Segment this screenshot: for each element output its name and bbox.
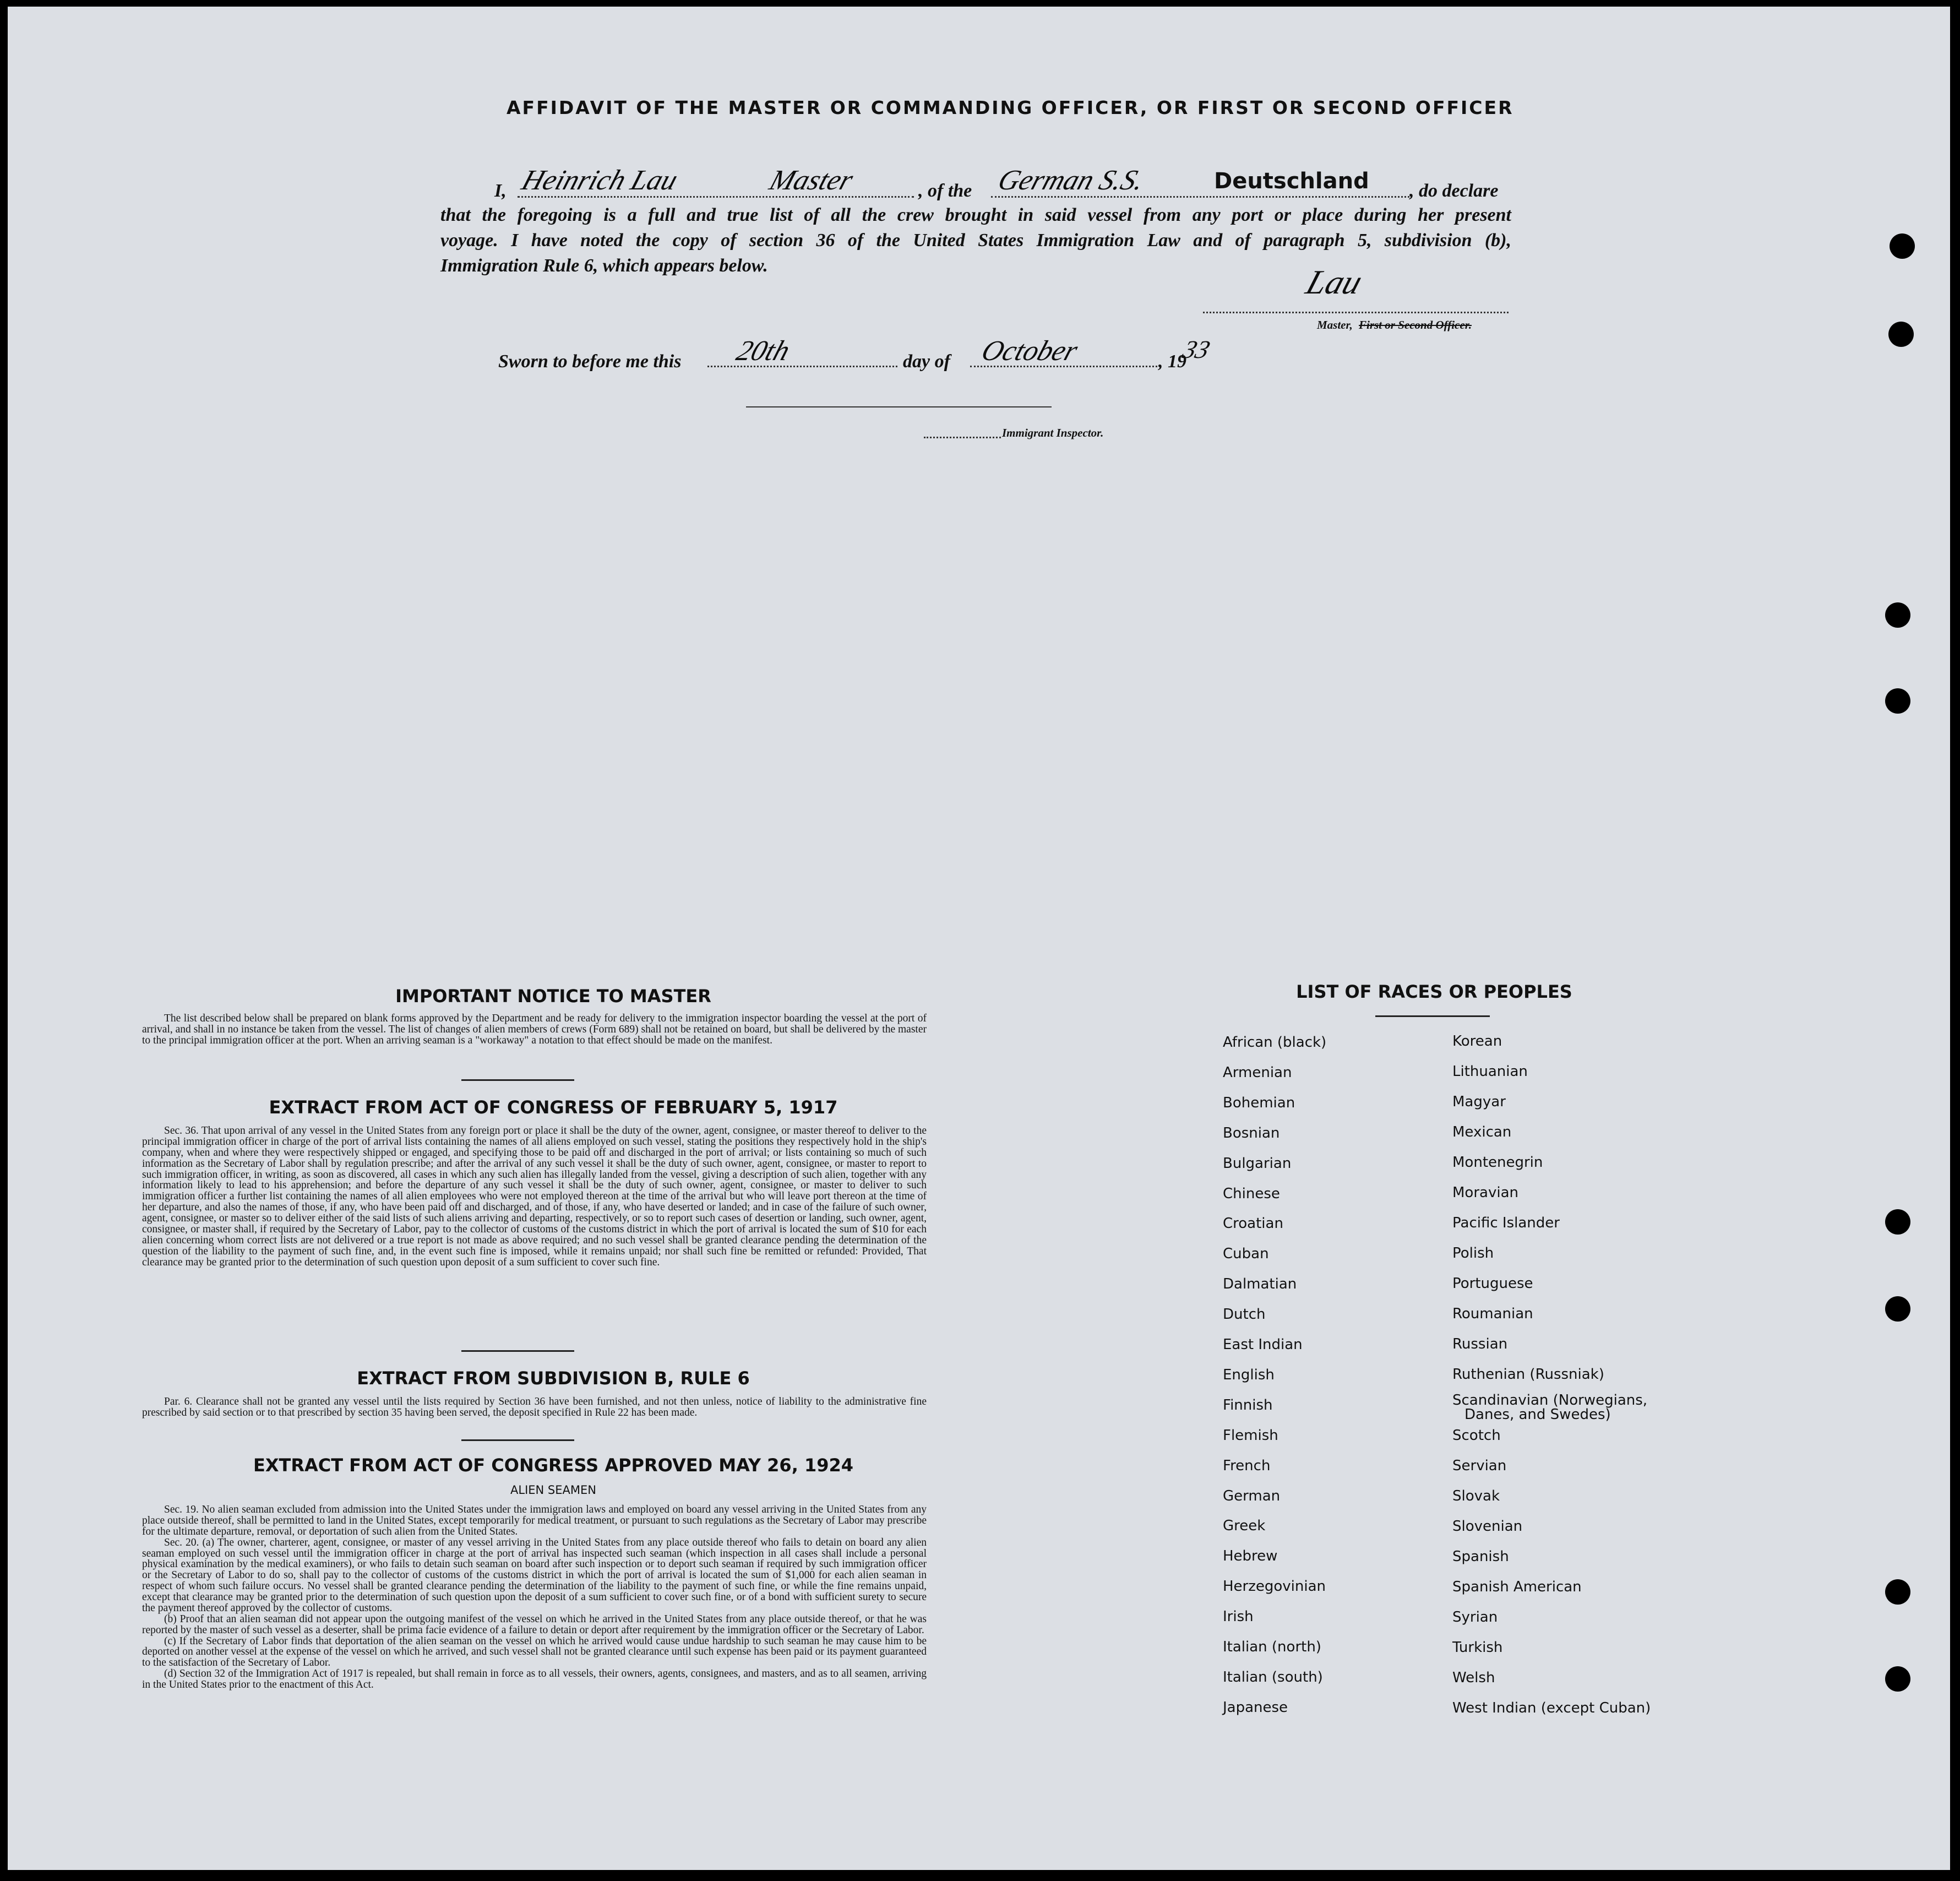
race-item: Danes, and Swedes) <box>1464 1406 1611 1423</box>
signature-label-master: Master, <box>1317 318 1353 331</box>
affidavit-line-2: that the foregoing is a full and true list of all the crew brought in said vessel from any port or place during her present <box>440 205 1511 225</box>
binder-hole <box>1885 688 1910 714</box>
master-rank: Master <box>765 165 857 196</box>
race-item: Dutch <box>1223 1306 1266 1323</box>
notice-title: IMPORTANT NOTICE TO MASTER <box>395 986 711 1007</box>
race-item: Portuguese <box>1452 1275 1533 1292</box>
binder-hole <box>1885 1666 1910 1692</box>
race-item: Croatian <box>1223 1215 1283 1232</box>
race-item: Lithuanian <box>1452 1063 1528 1080</box>
extract-1917-divider <box>461 1350 574 1352</box>
races-title: LIST OF RACES OR PEOPLES <box>1296 981 1572 1002</box>
race-item: French <box>1223 1457 1271 1474</box>
sec-20b-paragraph: (b) Proof that an alien seaman did not appear upon the outgoing manifest of the vessel on which he arrived in the United States from any place outside thereof, or that he was reported by the master of such vessel as a deserter, shall be prima facie evidence of a failure to detain or deport after requirement by the immigration officer or the Secretary of Labor. <box>142 1613 927 1636</box>
extract-1924-text <box>142 1504 927 1690</box>
sec-19-paragraph: Sec. 19. No alien seaman excluded from admission into the United States under the immigration laws and employed on board any vessel arriving in the United States from any place outside thereof, shall be permitted to land in the United States, except temporarily for medical treatment, or pursuant to such regulations as the Secretary of Labor may prescribe for the ultimate departure, removal, or deportation of such alien from the United States. <box>142 1504 927 1537</box>
affidavit-line-3: voyage. I have noted the copy of section 36 of the United States Immigration Law and of paragraph 5, subdivision (b), <box>440 230 1511 251</box>
race-item: Scotch <box>1452 1427 1501 1444</box>
race-item: West Indian (except Cuban) <box>1452 1700 1651 1716</box>
race-item: Scandinavian (Norwegians, <box>1452 1392 1648 1409</box>
inspector-label: Immigrant Inspector. <box>1002 426 1104 439</box>
race-item: Irish <box>1223 1608 1254 1626</box>
inspector-dotted-line <box>924 437 1001 438</box>
affidavit-i: I, <box>494 181 507 201</box>
race-item: Japanese <box>1223 1699 1288 1716</box>
ship-name-stamp: Deutschland <box>1214 168 1369 194</box>
binder-hole <box>1890 233 1915 259</box>
race-item: Spanish American <box>1452 1579 1582 1595</box>
race-item: Polish <box>1452 1245 1494 1262</box>
sec-20d-paragraph: (d) Section 32 of the Immigration Act of 1917 is repealed, but shall remain in force as to all vessels, their owners, agents, consignees, and masters, and as to all seamen, arriving in the United States prior to the enactment of this Act. <box>142 1668 927 1690</box>
signature-line <box>1203 312 1509 313</box>
extract-1917-title: EXTRACT FROM ACT OF CONGRESS OF FEBRUARY 5, 1917 <box>269 1097 838 1118</box>
race-item: Bohemian <box>1223 1094 1295 1111</box>
race-item: Cuban <box>1223 1246 1269 1263</box>
race-item: Moravian <box>1452 1184 1518 1201</box>
race-item: Flemish <box>1223 1427 1278 1444</box>
race-item: Bulgarian <box>1223 1155 1292 1172</box>
subdivision-b-text <box>142 1396 927 1418</box>
race-item: Syrian <box>1452 1609 1498 1626</box>
vessel-type: German S.S. <box>994 165 1148 196</box>
extract-1924-title: EXTRACT FROM ACT OF CONGRESS APPROVED MAY 26, 1924 <box>253 1455 854 1476</box>
sworn-label: Sworn to before me this <box>498 351 682 372</box>
sworn-day: 20th <box>732 335 794 367</box>
master-name: Heinrich Lau <box>518 165 682 196</box>
subdivision-b-title: EXTRACT FROM SUBDIVISION B, RULE 6 <box>357 1368 750 1389</box>
notice-text <box>142 1013 927 1046</box>
affidavit-line-4: Immigration Rule 6, which appears below. <box>440 255 768 276</box>
binder-hole <box>1888 322 1914 347</box>
alien-seamen-subtitle: ALIEN SEAMEN <box>510 1483 596 1497</box>
binder-hole <box>1885 1209 1910 1235</box>
race-item: Russian <box>1452 1336 1508 1352</box>
race-item: Pacific Islander <box>1452 1215 1560 1231</box>
race-item: Turkish <box>1452 1639 1503 1656</box>
officer-signature: Lau <box>1302 264 1367 301</box>
race-item: Mexican <box>1452 1124 1512 1140</box>
sworn-year: 33 <box>1179 335 1214 363</box>
race-item: Slovenian <box>1452 1518 1523 1535</box>
race-item: Hebrew <box>1223 1548 1278 1565</box>
affidavit-title: AFFIDAVIT OF THE MASTER OR COMMANDING OFFICER, OR FIRST OR SECOND OFFICER <box>507 97 1514 118</box>
extract-1917-paragraph: Sec. 36. That upon arrival of any vessel in the United States from any foreign port or place it shall be the duty of the owner, agent, consignee, or master thereof to deliver to the principal immigration officer in charge of the port of arrival lists containing the names of all aliens employed on such vessel, stating the positions they respectively hold in the ship's company, when and where they were respectively shipped or engaged, and specifying those to be paid off and discharged in the port of arrival; or lists containing so much of such information as the Secretary of Labor shall by regulation prescribe; and after the arrival of any such vessel it shall be the duty of such owner, agent, consignee, or master to report to such immigration officer, in writing, as soon as discovered, all cases in which any such alien has illegally landed from the vessel, giving a description of such alien, together with any information likely to lead to his apprehension; and before the departure of any such vessel it shall be the duty of such owner, agent, consignee, or master to deliver to such immigration officer a further list containing the names of all alien employees who were not employed thereon at the time of the arrival but who will leave port thereon at the time of her departure, and also the names of those, if any, who have been paid off and discharged, and of those, if any, who have deserted or landed; and in case of the failure of such owner, agent, consignee, or master so to deliver either of the said lists of such aliens arriving and departing, respectively, or so to report such cases of desertion or landing, such owner, agent, consignee, or master shall, if required by the Secretary of Labor, pay to the collector of customs of the customs district in which the port of arrival is located the sum of $10 for each alien concerning whom correct lists are not delivered or a true report is not made as above required; and no such vessel shall be granted clearance pending the determination of the question of the liability to the payment of such fine, and, in the event such fine is imposed, while it remains unpaid; nor shall such fine be remitted or refunded: Provided, That clearance may be granted prior to the determination of such question upon deposit of a sum sufficient to cover such fine. <box>142 1125 927 1268</box>
race-item: Servian <box>1452 1458 1507 1474</box>
notice-paragraph: The list described below shall be prepared on blank forms approved by the Department and be ready for delivery to the immigration inspector boarding the vessel at the port of arrival, and shall in no instance be taken from the vessel. The list of changes of alien members of crews (Form 689) shall not be retained on board, but shall be delivered by the master to the principal immigration officer at the port. When an arriving seaman is a "workaway" a notation to that effect should be made on the manifest. <box>142 1013 927 1046</box>
races-divider <box>1375 1015 1490 1017</box>
binder-hole <box>1885 1296 1910 1322</box>
race-item: Welsh <box>1452 1670 1495 1686</box>
sworn-month: October <box>977 335 1082 367</box>
race-item: Armenian <box>1223 1064 1292 1081</box>
race-item: Italian (south) <box>1223 1668 1323 1686</box>
race-item: Spanish <box>1452 1548 1509 1565</box>
race-item: Greek <box>1223 1518 1266 1535</box>
race-item: Korean <box>1452 1033 1502 1050</box>
race-item: Slovak <box>1452 1488 1500 1504</box>
race-item: Herzegovinian <box>1223 1578 1326 1595</box>
race-item: English <box>1223 1366 1275 1383</box>
race-item: German <box>1223 1487 1281 1504</box>
subdivision-b-paragraph: Par. 6. Clearance shall not be granted any vessel until the lists required by Section 36 have been furnished, and not then unless, notice of liability to the administrative fine prescribed by said section or to that prescribed by section 35 having been served, the deposit specified in Rule 22 has been made. <box>142 1396 927 1418</box>
subdivision-b-divider <box>461 1439 574 1441</box>
binder-hole <box>1885 1579 1910 1605</box>
race-item: East Indian <box>1223 1336 1303 1353</box>
sec-20a-paragraph: Sec. 20. (a) The owner, charterer, agent, consignee, or master of any vessel arriving in the United States from any place outside thereof who fails to detain on board any alien seaman employed on such vessel until the immigration officer in charge at the port of arrival has inspected such seaman (which inspection in all cases shall include a personal physical examination by the medical examiners), or who fails to detain such seaman on board after such inspection or to deport such seaman if required by such immigration officer or the Secretary of Labor to do so, shall pay to the collector of customs of the customs district in which the port of arrival is located the sum of $1,000 for each alien seaman in respect of whom such failure occurs. No vessel shall be granted clearance pending the determination of the liability to the payment of such fine, or while the fine remains unpaid, except that clearance may be granted prior to the determination of such question upon the deposit of a sum sufficient to cover such fine, or of a bond with sufficient surety to secure the payment thereof approved by the collector of customs. <box>142 1536 927 1614</box>
race-item: Ruthenian (Russniak) <box>1452 1366 1604 1383</box>
signature-label-struck: First or Second Officer. <box>1359 318 1472 331</box>
extract-1917-text <box>142 1126 927 1268</box>
race-item: Roumanian <box>1452 1306 1533 1322</box>
race-item: Dalmatian <box>1223 1276 1297 1293</box>
day-of-label: day of <box>903 351 950 372</box>
race-item: Finnish <box>1223 1396 1273 1414</box>
race-item: Italian (north) <box>1223 1639 1321 1655</box>
do-declare-label: , do declare <box>1409 181 1499 201</box>
race-item: Bosnian <box>1223 1124 1280 1141</box>
race-item: Chinese <box>1223 1185 1280 1202</box>
race-item: Montenegrin <box>1452 1154 1543 1171</box>
sec-20c-paragraph: (c) If the Secretary of Labor finds that deportation of the alien seaman on the vessel on which he arrived would cause undue hardship to such seaman he may cause him to be deported on another vessel at the expense of the vessel on which he arrived, and such vessel shall not be granted clearance until such expense has been paid or its payment guaranteed to the satisfaction of the Secretary of Labor. <box>142 1635 927 1669</box>
binder-hole <box>1885 602 1910 628</box>
race-item: Magyar <box>1452 1094 1506 1110</box>
of-the-label: , of the <box>918 181 972 201</box>
notice-divider <box>461 1079 574 1081</box>
year-prefix: , 19 <box>1158 351 1186 372</box>
race-item: African (black) <box>1223 1034 1327 1051</box>
inspector-signature-line <box>746 406 1052 407</box>
